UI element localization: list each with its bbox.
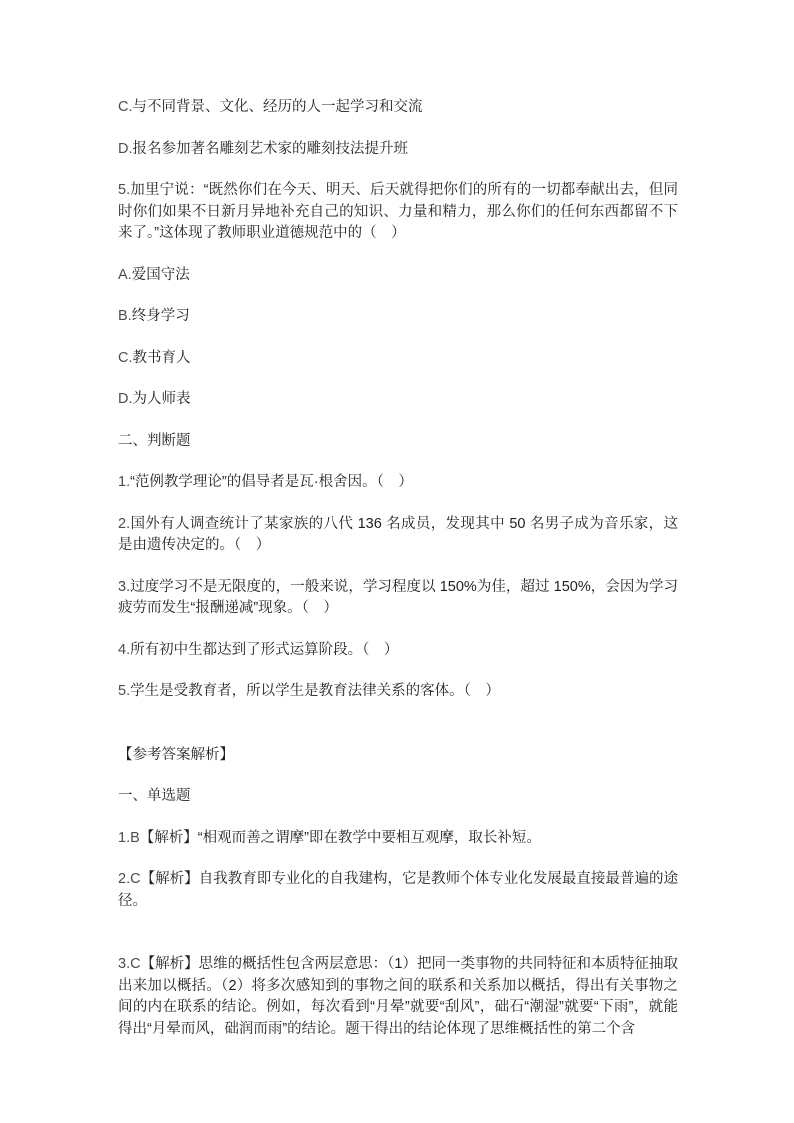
paragraph-text: 爱国守法 <box>131 266 190 283</box>
question-paragraph <box>118 514 678 557</box>
answer-paragraph <box>118 954 678 1040</box>
paragraph-text: 加里宁说：“既然你们在今天、明天、后天就得把你们的所有的一切都奉献出去，但同时你们如果不日新月异地补充自己的知识、力量和精力，那么你们的任何东西都留不下来了。”这体现了教师职业道德规范中的（ ） <box>118 182 678 241</box>
section-heading <box>118 745 678 767</box>
paragraph-spacer <box>118 932 678 954</box>
paragraph-text: 过度学习不是无限度的，一般来说，学习程度以 150%为佳，超过 150%，会因为学习疲劳而发生“报酬递减”现象。（ ） <box>118 578 678 616</box>
paragraph-text: 【解析】“相观而善之谓摩”即在教学中要相互观摩，取长补短。 <box>139 829 541 846</box>
option-paragraph <box>118 97 678 119</box>
paragraph-prefix: 1.B <box>118 829 140 846</box>
paragraph-prefix: D. <box>118 140 133 157</box>
question-paragraph <box>118 180 678 245</box>
answer-paragraph <box>118 828 678 850</box>
paragraph-text: 一、单选题 <box>118 788 191 804</box>
paragraph-text: 二、判断题 <box>118 432 191 449</box>
question-paragraph <box>118 472 678 494</box>
paragraph-prefix: A. <box>118 266 132 283</box>
paragraph-prefix: 5. <box>118 182 131 198</box>
option-paragraph <box>118 306 678 328</box>
paragraph-text: 所有初中生都达到了形式运算阶段。（ ） <box>130 641 399 658</box>
paragraph-text: 【参考答案解析】 <box>118 746 234 763</box>
paragraph-prefix: 3. <box>118 578 131 595</box>
question-paragraph <box>118 681 678 703</box>
paragraph-text: 终身学习 <box>131 308 190 324</box>
paragraph-prefix: 3.C <box>118 956 141 972</box>
option-paragraph <box>118 389 678 411</box>
paragraph-spacer <box>118 723 678 745</box>
paragraph-prefix: 1. <box>118 474 131 490</box>
paragraph-prefix: C. <box>118 99 133 115</box>
document-content <box>118 97 678 1060</box>
section-heading <box>118 431 678 453</box>
paragraph-text: 报名参加著名雕刻艺术家的雕刻技法提升班 <box>132 140 408 157</box>
option-paragraph <box>118 348 678 370</box>
question-paragraph <box>118 577 678 620</box>
paragraph-prefix: 2.C <box>118 871 141 887</box>
paragraph-text: 为人师表 <box>132 391 191 407</box>
section-heading <box>118 786 678 808</box>
option-paragraph <box>118 139 678 161</box>
paragraph-prefix: 4. <box>118 641 131 658</box>
paragraph-prefix: 5. <box>118 683 131 699</box>
paragraph-prefix: 2. <box>118 515 131 532</box>
paragraph-prefix: D. <box>118 391 133 407</box>
paragraph-text: 国外有人调查统计了某家族的八代 136 名成员，发现其中 50 名男子成为音乐家，这是由遗传决定的。（ ） <box>118 515 678 553</box>
paragraph-prefix: C. <box>118 349 133 366</box>
question-paragraph <box>118 640 678 662</box>
answer-paragraph <box>118 869 678 912</box>
paragraph-prefix: B. <box>118 308 132 324</box>
paragraph-text: 与不同背景、文化、经历的人一起学习和交流 <box>132 99 423 115</box>
paragraph-text: 教书育人 <box>132 349 191 366</box>
paragraph-text: 学生是受教育者，所以学生是教育法律关系的客体。（ ） <box>130 683 500 699</box>
paragraph-text: 【解析】思维的概括性包含两层意思：（1）把同一类事物的共同特征和本质特征抽取出来加以概括。（2）将多次感知到的事物之间的联系和关系加以概括，得出有关事物之间的内在联系的结论。例如，每次看到“月晕”就要“刮风”，础石“潮湿”就要“下雨”，就能得出“月晕而风，础润而雨”的结论。题干得出的结论体现了思维概括性的第二个含 <box>118 956 678 1037</box>
paragraph-text: “范例教学理论”的倡导者是瓦·根舍因。（ ） <box>130 474 413 490</box>
paragraph-text: 【解析】自我教育即专业化的自我建构，它是教师个体专业化发展最直接最普遍的途径。 <box>118 871 678 909</box>
option-paragraph <box>118 265 678 287</box>
